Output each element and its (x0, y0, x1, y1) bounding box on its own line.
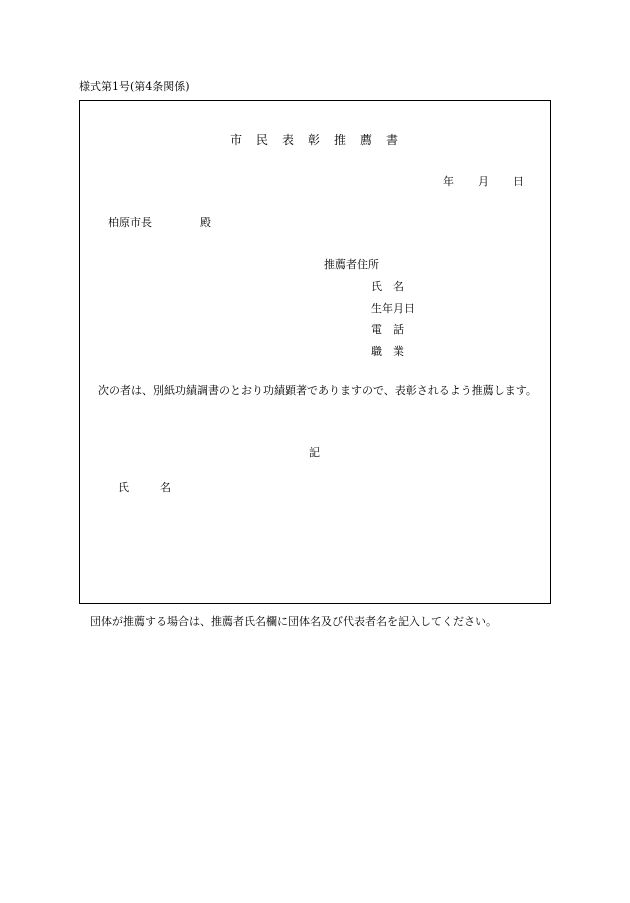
note-heading: 記 (309, 446, 320, 459)
document-title: 市民表彰推薦書 (230, 133, 413, 147)
recommender-occupation-label: 職 業 (371, 345, 404, 358)
date-month-label: 月 (478, 175, 489, 188)
recommender-phone-label: 電 話 (371, 323, 404, 336)
recommender-name-label: 氏 名 (371, 280, 404, 293)
date-day-label: 日 (513, 175, 524, 188)
addressee-name: 柏原市長 (108, 216, 152, 229)
form-number: 様式第1号(第4条関係) (79, 80, 190, 93)
date-year-label: 年 (443, 175, 454, 188)
recommender-birthdate-label: 生年月日 (371, 302, 415, 315)
footer-note: 団体が推薦する場合は、推薦者氏名欄に団体名及び代表者名を記入してください。 (90, 615, 497, 628)
nominee-name-label: 氏 名 (118, 481, 181, 494)
recommender-address-label: 推薦者住所 (324, 258, 379, 271)
recommendation-statement: 次の者は、別紙功績調書のとおり功績顕著でありますので、表彰されるよう推薦します。 (98, 384, 537, 397)
addressee-honorific: 殿 (200, 216, 211, 229)
date-line (443, 175, 524, 189)
